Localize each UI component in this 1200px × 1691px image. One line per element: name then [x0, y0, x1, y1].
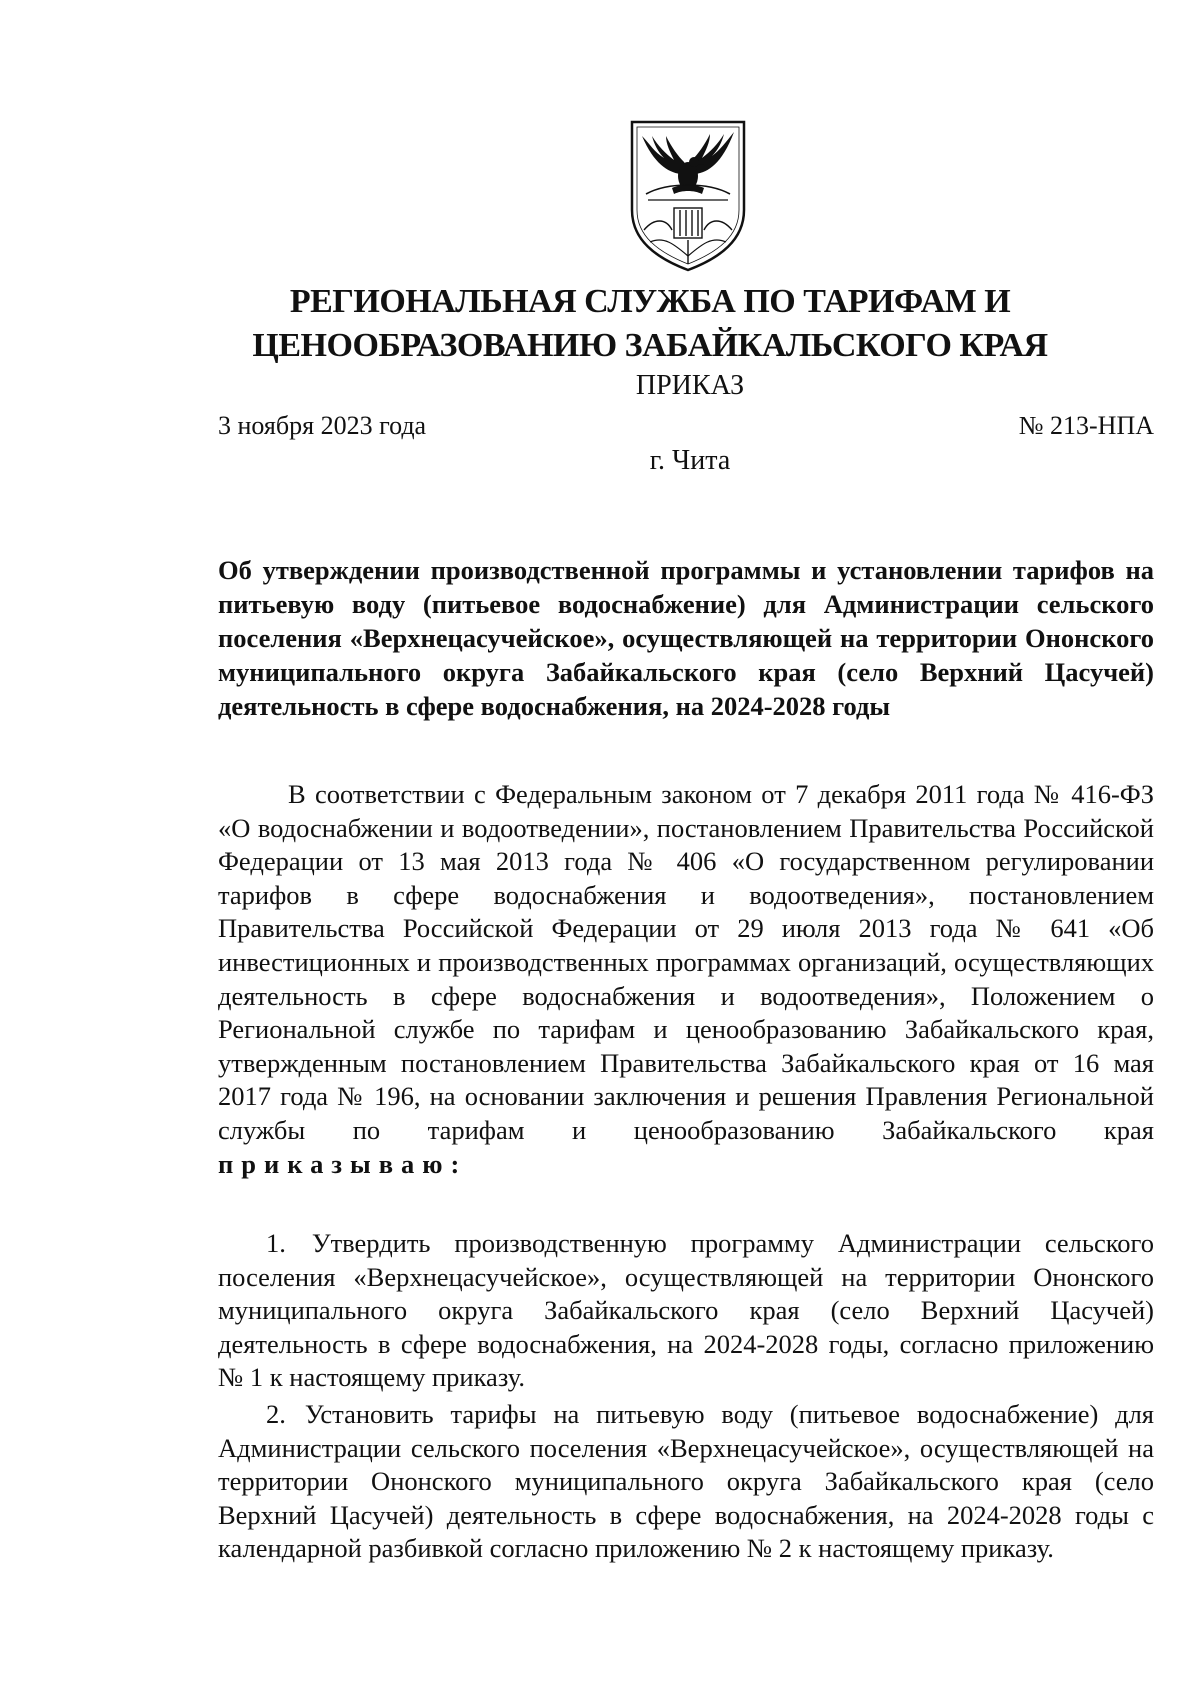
order-item-number: 2.: [266, 1398, 286, 1429]
preamble-text: В соответствии с Федеральным законом от 7 декабря 2011 года № 416-ФЗ «О водоснабжении и водоотведении», постановлением Правительства Российской Федерации от 13 мая 2013 года № 406 «О государственном регулировании тарифов в сфере водоснабжения и водоотведения», постановлением Правительства Российской Федерации от 29 июля 2013 года № 641 «Об инвестиционных и производственных программах организаций, осуществляющих деятельность в сфере водоснабжения и водоотведения», Положением о Региональной службе по тарифам и ценообразованию Забайкальского края, утвержденным постановлением Правительства Забайкальского края от 16 мая 2017 года № 196, на основании заключения и решения Правления Региональной службы по тарифам и ценообразованию Забайкальского края: [218, 779, 1154, 1145]
order-word: приказываю:: [218, 1148, 468, 1179]
order-items-list: [218, 1227, 1154, 1569]
organization-title: РЕГИОНАЛЬНАЯ СЛУЖБА ПО ТАРИФАМ И ЦЕНООБРАЗОВАНИЮ ЗАБАЙКАЛЬСКОГО КРАЯ: [252, 283, 1048, 364]
document-date: 3 ноября 2023 года: [218, 411, 427, 440]
document-city: г. Чита: [649, 445, 731, 476]
document-subject: Об утверждении производственной программы и установлении тарифов на питьевую воду (питьевое водоснабжение) для Администрации сельского поселения «Верхнецасучейское», осуществляющей на территории Ононского муниципального округа Забайкальского края (село Верхний Цасучей) деятельность в сфере водоснабжения, на 2024-2028 годы: [218, 555, 1154, 721]
order-item-2: [218, 1398, 1154, 1566]
coat-of-arms-icon: [628, 118, 748, 272]
preamble-paragraph: [218, 778, 1154, 1181]
document-type: ПРИКАЗ: [635, 370, 745, 401]
order-item-text: Утвердить производственную программу Администрации сельского поселения «Верхнецасучейское», осуществляющей на территории Ононского муниципального округа Забайкальского края (село Верхний Цасучей) деятельность в сфере водоснабжения, на 2024-2028 годы, согласно приложению № 1 к настоящему приказу.: [218, 1228, 1154, 1393]
document-number: № 213-НПА: [1018, 411, 1154, 440]
order-item-number: 1.: [266, 1228, 286, 1258]
order-item-text: Установить тарифы на питьевую воду (питьевое водоснабжение) для Администрации сельского поселения «Верхнецасучейское», осуществляющей на территории Ононского муниципального округа Забайкальского края (село Верхний Цасучей) деятельность в сфере водоснабжения, на 2024-2028 годы с календарной разбивкой согласно приложению № 2 к настоящему приказу.: [218, 1398, 1155, 1564]
order-item-1: [218, 1227, 1154, 1395]
